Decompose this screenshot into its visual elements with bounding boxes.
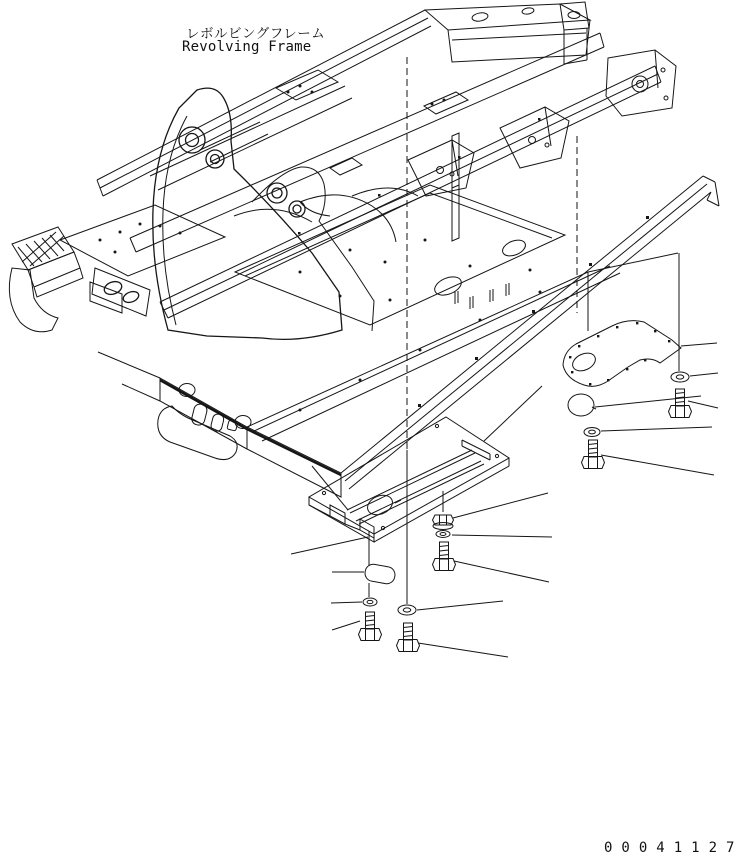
nut-under-plate (433, 515, 454, 530)
washer-right (671, 372, 689, 382)
leader-line (291, 537, 368, 554)
leader-line (418, 643, 508, 657)
leader-line (331, 602, 362, 603)
bolt-center (397, 623, 420, 652)
leader-line (454, 561, 549, 582)
washer-center (398, 605, 416, 615)
washer-under-plate (436, 531, 450, 538)
leader-line (690, 373, 718, 376)
washer-right-lower (584, 428, 600, 437)
bottom-cover-plate (309, 417, 509, 542)
drawing-number: 00041127 (604, 840, 744, 856)
right-cover-plate (563, 321, 681, 387)
leader-line (688, 401, 718, 408)
boom-mount-brackets (92, 88, 374, 339)
leader-line (452, 535, 552, 537)
title-japanese: レボルビングフレーム (186, 26, 326, 42)
leader-line (681, 343, 717, 346)
bolt-under-plate (433, 542, 456, 571)
leader-line (484, 386, 542, 441)
left-step-assembly (9, 205, 225, 332)
bolt-right-lower (582, 440, 605, 469)
plug-cap-left (364, 563, 396, 585)
leader-line (601, 427, 712, 431)
lower-frame (98, 176, 719, 497)
leader-line (453, 493, 548, 518)
plug-oval-right (568, 394, 596, 416)
washer-left (363, 598, 377, 606)
leader-line (332, 621, 360, 630)
leader-line (601, 455, 714, 475)
title-english: Revolving Frame (182, 39, 312, 55)
bolt-right (669, 389, 692, 418)
bolt-left (359, 612, 382, 641)
leader-line (417, 601, 503, 610)
leader-line (312, 466, 348, 510)
